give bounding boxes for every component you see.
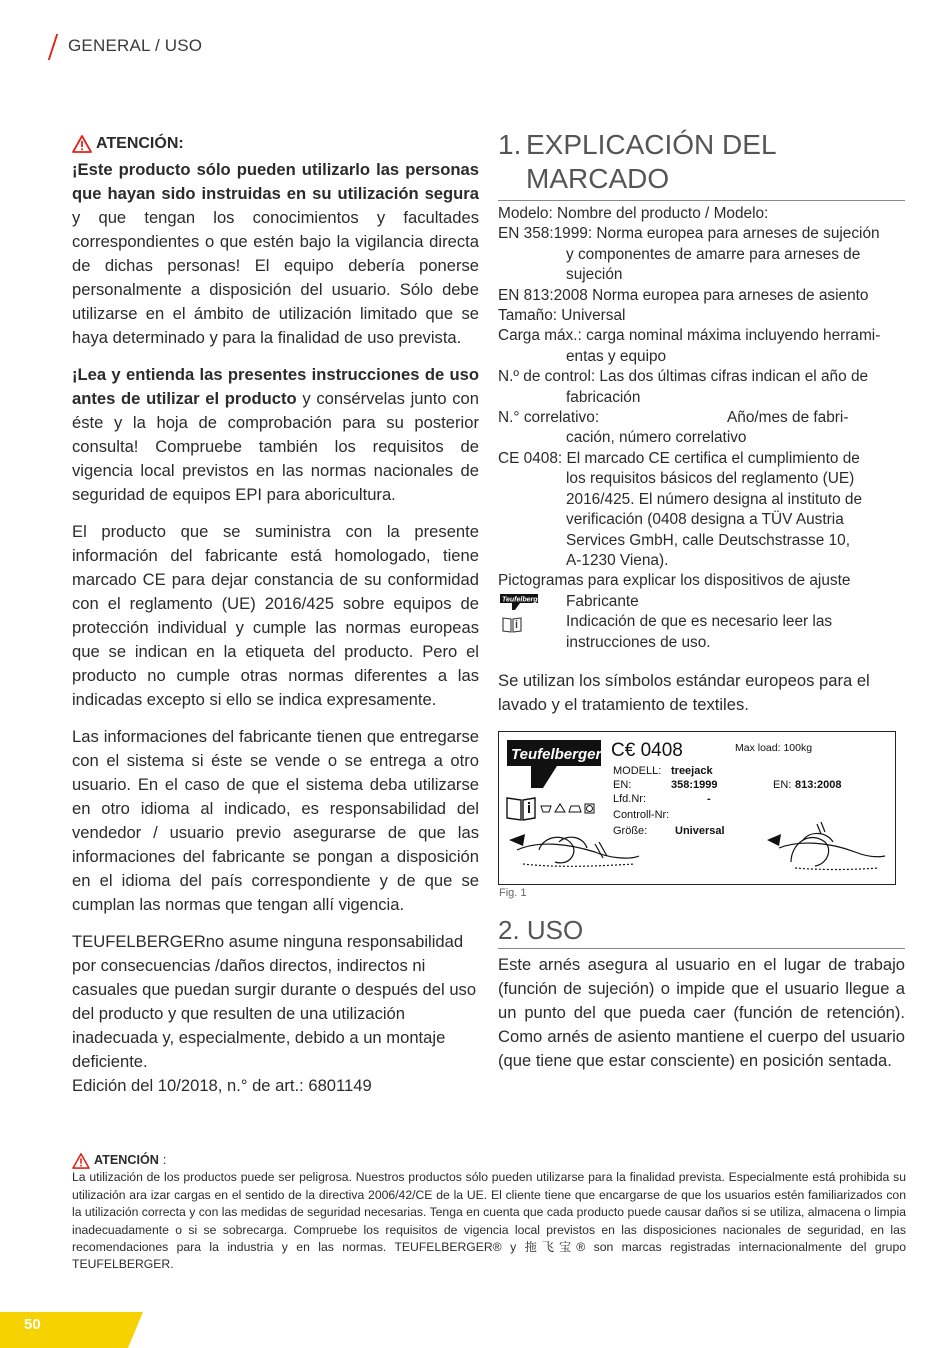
label-lfd-value: - <box>707 792 711 805</box>
section-1-title-line2: MARCADO <box>526 163 670 194</box>
definition-continuation: sujeción <box>566 266 623 284</box>
definition-continuation: verificación (0408 designa a TÜV Austria <box>566 511 844 529</box>
teufelberger-logo-icon <box>500 594 545 610</box>
definition-item <box>498 408 905 428</box>
attention-title: ATENCIÓN: <box>96 135 184 152</box>
section-2-heading: 2. USO <box>498 915 905 949</box>
footer-attention-heading <box>72 1152 906 1169</box>
marking-definitions <box>498 204 905 653</box>
figure-caption: Fig. 1 <box>499 886 527 899</box>
label-modell-value: treejack <box>671 764 713 777</box>
label-en2-value: 813:2008 <box>795 778 842 791</box>
label-en2-key: EN: <box>773 778 792 791</box>
warning-triangle-icon <box>72 1153 90 1169</box>
read-manual-icon <box>502 616 522 633</box>
paragraph-1-bold: ¡Este producto sólo pueden utilizarlo las personas que hayan sido instruidas en su utilización segura <box>72 160 479 203</box>
label-brand: Teufelberger <box>511 745 602 763</box>
footer-attention-title: ATENCIÓN <box>94 1153 159 1167</box>
label-grosse-key: Größe: <box>613 824 648 837</box>
left-column <box>72 132 479 1098</box>
paragraph-2 <box>72 363 479 507</box>
definition-continuation: 2016/425. El número designa al instituto de <box>566 490 863 508</box>
section-1-number: 1. <box>498 129 522 160</box>
paragraph-2-text: y consérvelas junto con éste y la hoja de comprobación para su posterior consulta! Compruebe también los requisitos de vigencia local previstos en las normas nacionales de seguridad de equipos EPI para aboricultura. <box>72 389 479 504</box>
definition-continuation: cación, número correlativo <box>566 429 747 447</box>
definition-tab-text: Año/mes de fabri- <box>727 409 849 427</box>
definition-lead: Carga máx.: carga nominal máxima incluyendo herrami- <box>498 327 881 345</box>
section-title: GENERAL / USO <box>68 36 203 55</box>
label-care-symbols-icon <box>541 804 594 813</box>
label-controll-key: Controll-Nr: <box>613 808 670 821</box>
label-en-value: 358:1999 <box>671 778 718 791</box>
label-ce-mark: C€ 0408 <box>611 739 683 761</box>
label-max-load: Max load: 100kg <box>735 741 813 754</box>
definition-item <box>498 204 905 224</box>
label-modell-key: MODELL: <box>613 764 662 777</box>
definition-item <box>498 306 905 326</box>
paragraph-1 <box>72 158 479 350</box>
definition-lead: N.° correlativo: <box>498 409 600 427</box>
paragraph-2-bold: ¡Lea y entienda las presentes instrucciones de uso antes de utilizar el producto <box>72 365 479 408</box>
pictogram-manual <box>498 612 905 653</box>
pictogram-manufacturer-label: Fabricante <box>566 592 639 610</box>
definition-lead: N.º de control: Las dos últimas cifras indican el año de <box>498 368 869 386</box>
header-slash-icon <box>48 34 58 60</box>
right-column <box>498 128 905 1073</box>
definition-continuation: fabricación <box>566 388 641 406</box>
page-number: 50 <box>24 1316 41 1333</box>
attention-heading <box>72 132 479 156</box>
disclaimer-block <box>72 930 479 1098</box>
page-number-tab <box>0 1312 143 1348</box>
label-lfd-key: Lfd.Nr: <box>613 792 647 805</box>
paragraph-5: TEUFELBERGERno asume ninguna responsabilidad por consecuencias /daños directos, indirectos ni casuales que puedan surgir durante o después del uso del producto y que resulten de una utilización inadecuada y, especialmente, debido a un montaje deficiente. <box>72 932 477 1071</box>
uso-paragraph: Este arnés asegura al usuario en el lugar de trabajo (función de sujeción) o impide que el usuario llegue a un punto del que pueda caer (función de retención). Como arnés de asiento mantiene el cuerpo del usuario (que tiene que estar consciente) en posición sentada. <box>498 954 905 1070</box>
svg-text:Teufelberger: Teufelberger <box>502 596 545 604</box>
pictogram-title: Pictogramas para explicar los dispositivos de ajuste <box>498 572 851 590</box>
label-en-key: EN: <box>613 778 632 791</box>
definition-lead: EN 813:2008 Norma europea para arneses de asiento <box>498 286 869 304</box>
product-label-figure <box>498 731 896 899</box>
definition-lead: Tamaño: Universal <box>498 307 626 325</box>
definition-continuation: A-1230 Viena). <box>566 551 669 569</box>
definition-continuation: entas y equipo <box>566 347 667 365</box>
footer-attention-text: La utilización de los productos puede ser peligrosa. Nuestros productos sólo pueden utilizarse para la finalidad prevista. Especialmente está prohibida su utilización ara izar cargas en el sentido de la directiva 2006/42/CE de la UE. El cliente tiene que encargarse de que los usuarios estén familiarizados con la utilización correcta y con las medidas de seguridad necesarias. Tenga en cuenta que cada producto puede causar daños si se utiliza, almacena o limpia inadecuadamente o si se sobrecarga. Compruebe los requisitos de vigencia local previstos en las disposiciones nacionales de seguridad, en las recomendaciones para la industria y en las normas. TEUFELBERGER® y 拖飞宝® son marcas registradas internacionalmente del grupo TEUFELBERGER. <box>72 1170 906 1272</box>
paragraph-3: El producto que se suministra con la presente información del fabricante está homologado, tiene marcado CE para dejar constancia de su conformidad con el reglamento (UE) 2016/425 sobre equipos de protección individual y cumple las normas europeas que se indican en la etiqueta del producto. Pero el producto no cumple otras normas diferentes a las indicadas excepto si ello se indica expresamente. <box>72 522 479 709</box>
definition-continuation: Services GmbH, calle Deutschstrasse 10, <box>566 531 850 549</box>
footer-attention-note <box>72 1152 906 1274</box>
edition-note: Edición del 10/2018, n.° de art.: 6801149 <box>72 1076 372 1095</box>
footer-attention-colon: : <box>162 1153 167 1167</box>
label-manual-icon <box>507 798 535 820</box>
definition-lead: Modelo: Nombre del producto / Modelo: <box>498 205 769 222</box>
definition-continuation: y componentes de amarre para arneses de <box>566 245 861 263</box>
definition-item <box>498 224 905 244</box>
section-1-title-line1: EXPLICACIÓN DEL <box>526 129 777 160</box>
pictogram-manual-line1: Indicación de que es necesario leer las <box>566 613 833 631</box>
definition-item <box>498 449 905 469</box>
definition-item <box>498 286 905 306</box>
product-label-drawing <box>499 732 895 884</box>
definition-lead: CE 0408: El marcado CE certifica el cumplimiento de <box>498 449 860 467</box>
paragraph-4: Las informaciones del fabricante tienen que entregarse con el sistema si éste se vende o se entrega a otro usuario. En el caso de que el sistema deba utilizarse en otro idioma al indicado, es responsabilidad del vendedor / usuario previo asegurarse de que las informaciones del fabricante se pongan a disposición en el idioma del país correspondiente y de que se cumplan las normas que tengan allí vigencia. <box>72 727 479 914</box>
symbols-paragraph: Se utilizan los símbolos estándar europeos para el lavado y el tratamiento de textiles. <box>498 670 870 714</box>
label-attachment-illustration-left <box>509 834 639 866</box>
definition-continuation: los requisitos básicos del reglamento (UE) <box>566 470 855 488</box>
definition-item <box>498 326 905 346</box>
pictogram-manual-line2: instrucciones de uso. <box>566 633 711 651</box>
warning-triangle-icon <box>72 135 92 153</box>
section-1-heading <box>498 128 905 201</box>
label-grosse-value: Universal <box>675 824 725 837</box>
paragraph-1-text: y que tengan los conocimientos y facultades correspondientes o que estén bajo la vigilancia directa de dichas personas! El equipo debería ponerse personalmente a disposición del usuario. Sólo debe utilizarse en el ámbito de utilización limitado que se haya determinado y para la finalidad de uso prevista. <box>72 208 479 347</box>
definition-item <box>498 367 905 387</box>
pictogram-manufacturer <box>498 592 905 612</box>
page-tab-shape <box>0 1312 143 1348</box>
definition-lead: EN 358:1999: Norma europea para arneses de sujeción <box>498 225 880 243</box>
label-attachment-illustration-right <box>767 822 885 870</box>
